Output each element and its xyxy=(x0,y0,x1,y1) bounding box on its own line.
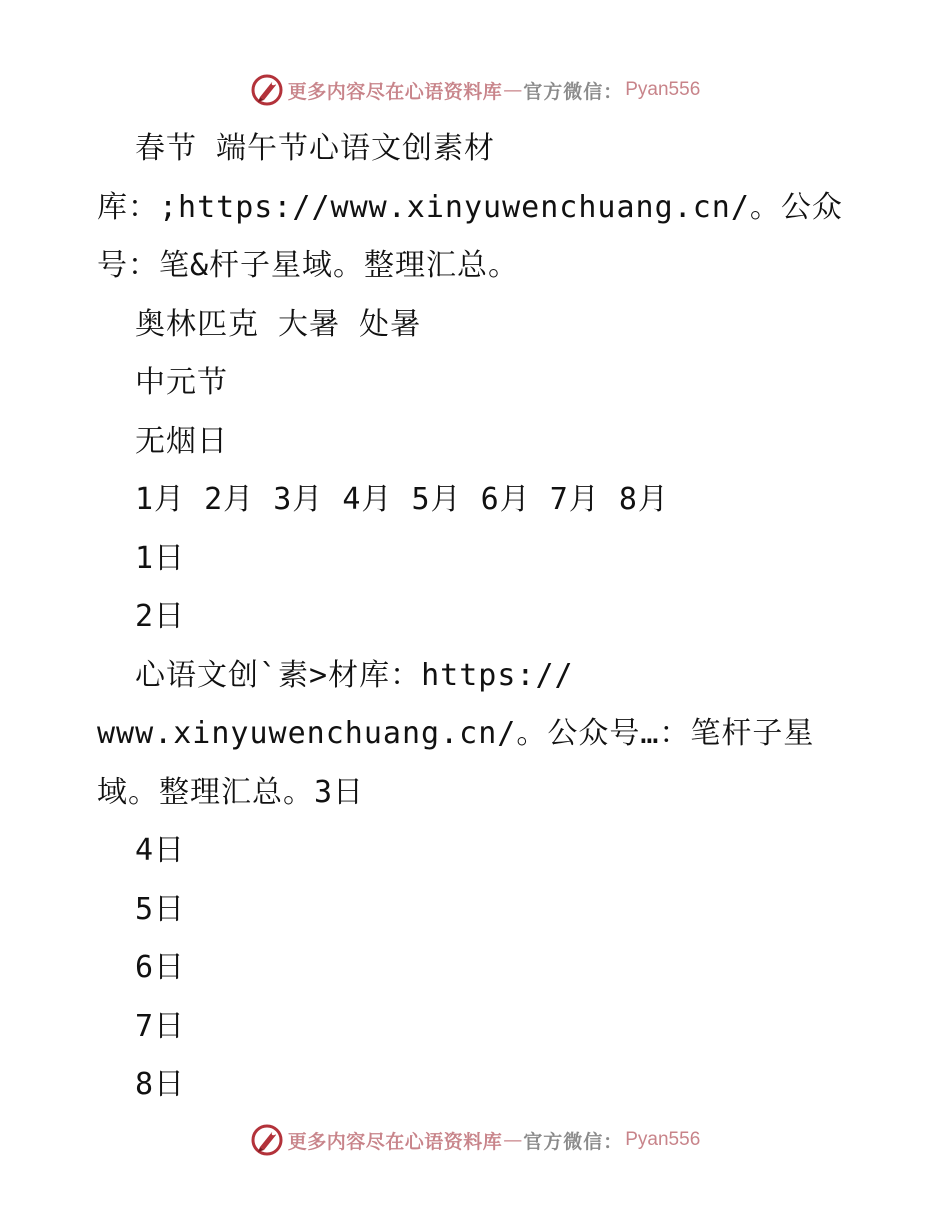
text-line: 域。整理汇总。3日 xyxy=(97,774,365,810)
text-line: 5日 xyxy=(135,891,186,927)
banner-text-secondary: 官方微信： xyxy=(523,1130,624,1153)
text-line: 无烟日 xyxy=(135,423,228,459)
text-line: 4日 xyxy=(135,833,186,868)
banner-text-secondary: 官方微信： xyxy=(523,80,624,103)
text-line: 6日 xyxy=(135,950,186,985)
text-line: 春节 端午节心语文创素材 xyxy=(135,131,496,166)
banner-separator: — xyxy=(503,1129,523,1151)
text-line: 心语文创`素>材库：https:// xyxy=(135,657,574,693)
pen-logo-icon xyxy=(250,1123,284,1157)
pen-logo-icon xyxy=(250,73,284,107)
banner-separator: — xyxy=(503,79,523,101)
text-line: www.xinyuwenchuang.cn/。公众号…：笔杆子星 xyxy=(97,716,815,751)
text-line: 1日 xyxy=(135,540,186,576)
banner-text-main: 更多内容尽在心语资料库 xyxy=(287,80,503,103)
banner-handle: Pyan556 xyxy=(625,1129,701,1150)
text-line: 奥林匹克 大暑 处暑 xyxy=(135,306,422,342)
banner-text-main: 更多内容尽在心语资料库 xyxy=(287,1130,503,1153)
text-line: 7日 xyxy=(135,1008,186,1044)
text-line: 1月 2月 3月 4月 5月 6月 7月 8月 xyxy=(135,482,669,517)
footer-banner xyxy=(0,1120,950,1160)
banner-handle: Pyan556 xyxy=(625,79,701,100)
text-line: 号：笔&杆子星域。整理汇总。 xyxy=(97,248,520,283)
text-line: 库：;https://www.xinyuwenchuang.cn/。公众 xyxy=(97,189,843,225)
header-banner xyxy=(0,70,950,110)
document-body xyxy=(97,120,843,1115)
text-line: 中元节 xyxy=(135,365,228,400)
text-line: 8日 xyxy=(135,1067,186,1102)
text-line: 2日 xyxy=(135,599,186,634)
